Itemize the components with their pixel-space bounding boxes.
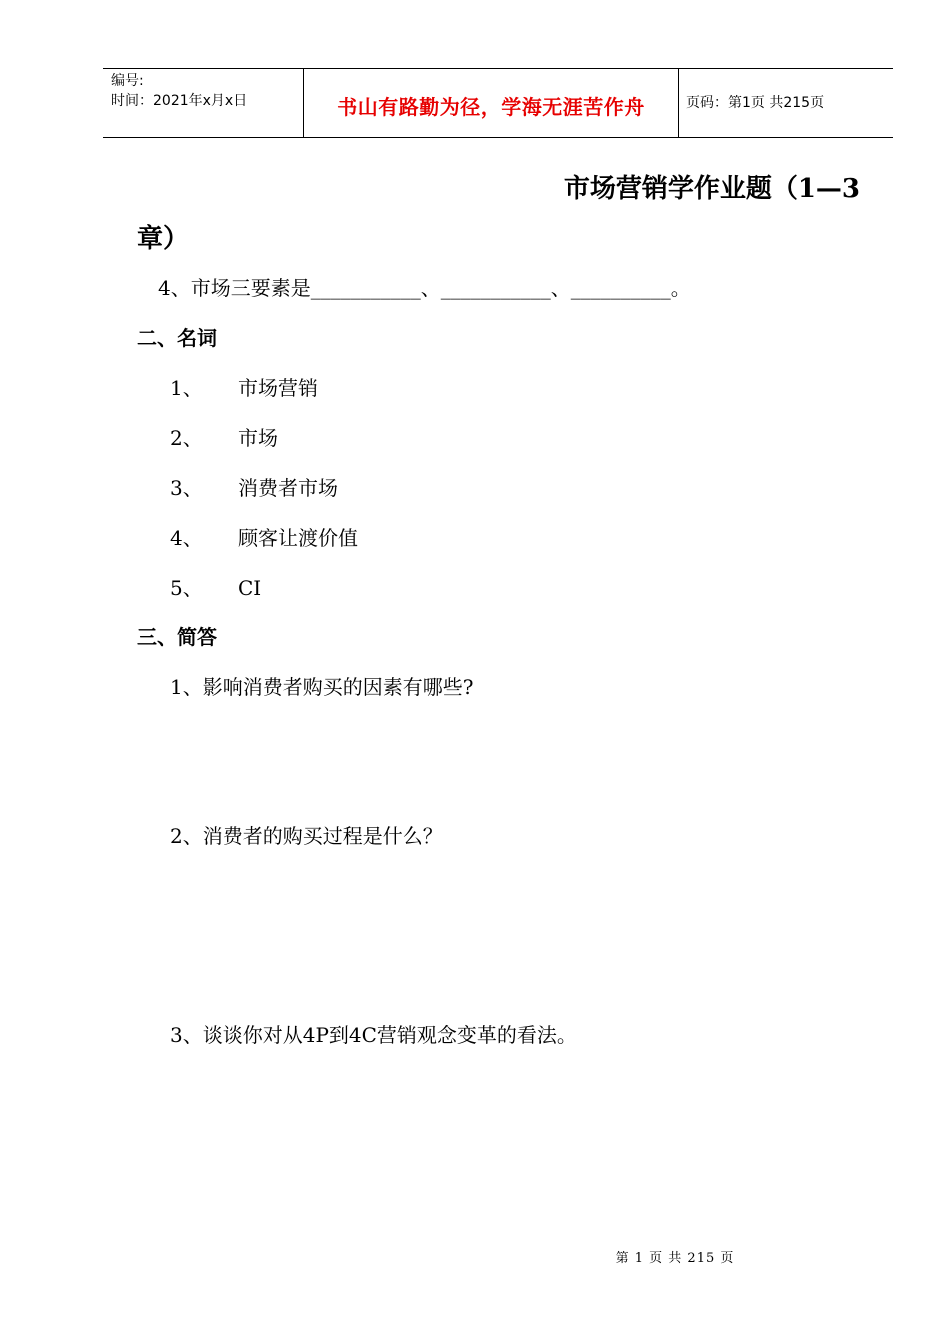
term-item	[170, 572, 261, 601]
page-header	[103, 68, 893, 138]
document-date: 时间：2021年x月x日	[111, 93, 248, 109]
term-number: 4、	[170, 526, 203, 550]
term-text: 市场	[238, 426, 278, 450]
document-title-line2: 章）	[137, 224, 190, 254]
header-page-info: 页码：第1页 共215页	[686, 95, 825, 111]
term-text: CI	[238, 576, 262, 600]
term-item	[170, 372, 318, 401]
term-text: 消费者市场	[238, 476, 338, 500]
short-answer-question: 3、谈谈你对从4P到4C营销观念变革的看法。	[170, 1023, 577, 1047]
header-meta-cell	[103, 69, 303, 137]
term-item	[170, 522, 358, 551]
fill-blank-question: 4、市场三要素是___________、___________、__________。	[158, 276, 691, 300]
document-title-line1: 市场营销学作业题（1—3	[563, 174, 860, 204]
short-answer-question: 1、影响消费者购买的因素有哪些?	[170, 675, 474, 699]
term-number: 3、	[170, 476, 203, 500]
short-answer-question: 2、消费者的购买过程是什么？	[170, 824, 443, 848]
term-text: 市场营销	[238, 376, 318, 400]
footer-page-number: 第 1 页 共 215 页	[615, 1251, 735, 1266]
header-page-cell	[678, 69, 893, 137]
term-item	[170, 422, 278, 451]
term-item	[170, 472, 338, 501]
page-footer	[0, 1247, 950, 1266]
document-number-label: 编号:	[111, 73, 144, 89]
header-motto-cell	[303, 69, 679, 137]
term-text: 顾客让渡价值	[238, 526, 358, 550]
term-number: 1、	[170, 376, 203, 400]
section-heading-short-answer: 三、简答	[137, 625, 217, 649]
term-number: 5、	[170, 576, 203, 600]
term-number: 2、	[170, 426, 203, 450]
section-heading-terms: 二、名词	[137, 326, 217, 350]
header-motto: 书山有路勤为径，学海无涯苦作舟	[337, 95, 645, 119]
